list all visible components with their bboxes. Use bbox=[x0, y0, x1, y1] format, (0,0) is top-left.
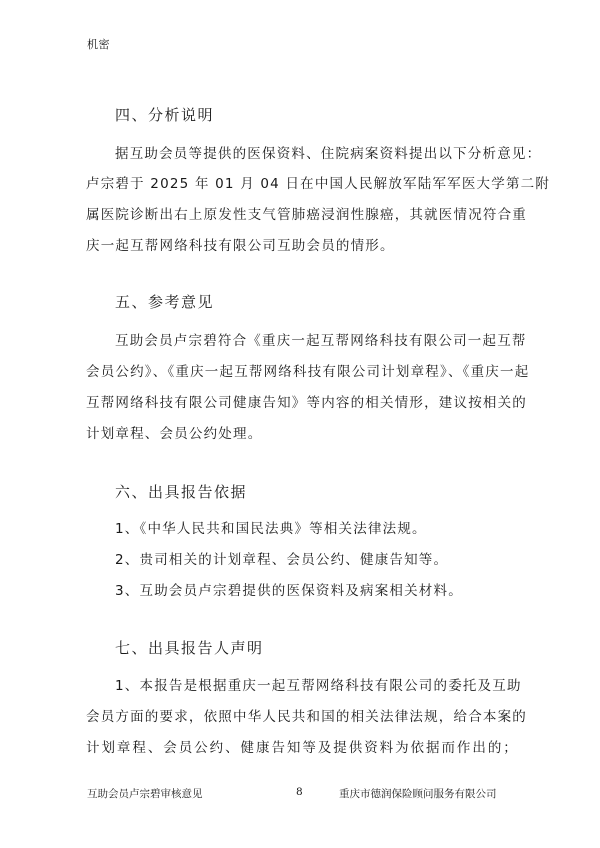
list-item: 3、互助会员卢宗碧提供的医保资料及病案相关材料。 bbox=[115, 583, 463, 599]
paragraph-line: 计划章程、会员公约处理。 bbox=[86, 426, 263, 442]
section-title-reference-opinion: 五、参考意见 bbox=[115, 293, 215, 311]
paragraph-line: 据互助会员等提供的医保资料、住院病案资料提出以下分析意见： bbox=[115, 146, 542, 162]
section-title-reporter-statement: 七、出具报告人声明 bbox=[115, 639, 264, 657]
paragraph-line: 庆一起互帮网络科技有限公司互助会员的情形。 bbox=[86, 238, 395, 254]
paragraph-line: 卢宗碧于 2025 年 01 月 04 日在中国人民解放军陆军军医大学第二附 bbox=[86, 176, 551, 192]
list-item: 2、贵司相关的计划章程、会员公约、健康告知等。 bbox=[115, 552, 449, 568]
section-title-analysis: 四、分析说明 bbox=[115, 106, 215, 124]
paragraph-line: 互帮网络科技有限公司健康告知》等内容的相关情形，建议按相关的 bbox=[86, 395, 527, 411]
footer-document-title: 互助会员卢宗碧审核意见 bbox=[87, 788, 203, 800]
confidential-label: 机密 bbox=[87, 38, 110, 51]
page-number: 8 bbox=[296, 786, 303, 798]
paragraph-line: 会员方面的要求，依照中华人民共和国的相关法律法规，给合本案的 bbox=[86, 709, 527, 725]
section-title-report-basis: 六、出具报告依据 bbox=[115, 483, 248, 501]
footer-company-name: 重庆市德润保险顾问服务有限公司 bbox=[339, 788, 497, 800]
paragraph-line: 计划章程、会员公约、健康告知等及提供资料为依据而作出的； bbox=[86, 740, 518, 756]
paragraph-line: 属医院诊断出右上原发性支气管肺癌浸润性腺癌，其就医情况符合重 bbox=[86, 207, 527, 223]
list-item: 1、《中华人民共和国民法典》等相关法律法规。 bbox=[115, 521, 427, 537]
paragraph-line: 1、本报告是根据重庆一起互帮网络科技有限公司的委托及互助 bbox=[115, 678, 522, 694]
paragraph-line: 互助会员卢宗碧符合《重庆一起互帮网络科技有限公司一起互帮 bbox=[115, 333, 527, 349]
paragraph-line: 会员公约》、《重庆一起互帮网络科技有限公司计划章程》、《重庆一起 bbox=[86, 364, 530, 380]
